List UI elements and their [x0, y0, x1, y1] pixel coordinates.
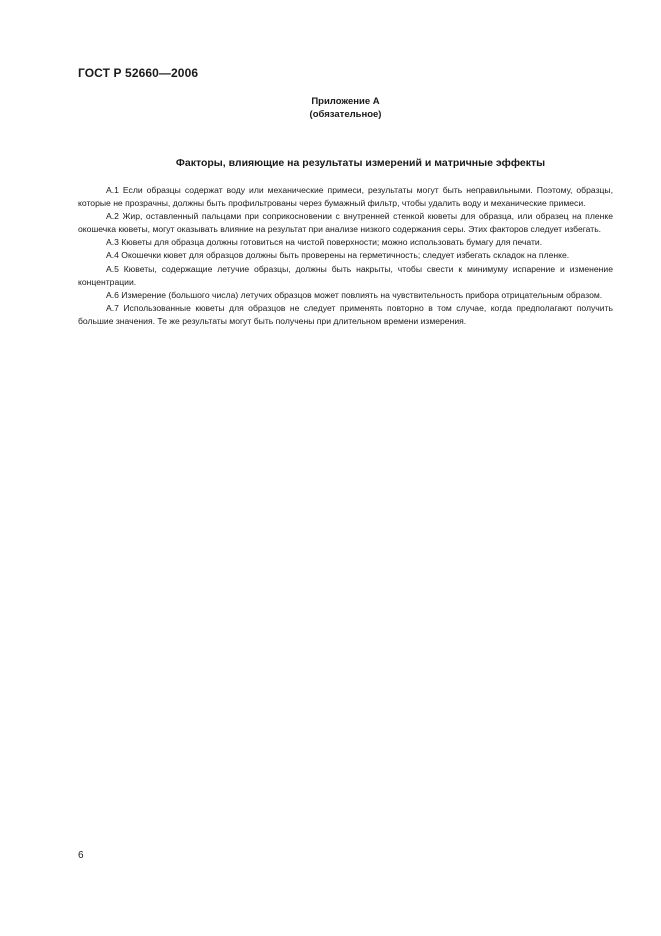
paragraph-a1: А.1 Если образцы содержат воду или механические примеси, результаты могут быть неправильными. Поэтому, образцы, которые не прозрачны, должны быть профильтрованы через бумажный фильтр, чтобы удалить воду и механические примеси. [78, 185, 613, 209]
section-title: Факторы, влияющие на результаты измерений и матричные эффекты [175, 157, 546, 169]
document-code: ГОСТ Р 52660—2006 [78, 66, 199, 80]
paragraph-a7: А.7 Использованные кюветы для образцов не следует применять повторно в том случае, когда предполагают получить большие значения. Те же результаты могут быть получены при длительном времени измерения. [78, 302, 613, 326]
paragraph-a6: А.6 Измерение (большого числа) летучих образцов может повлиять на чувствительность прибора отрицательным образом. [106, 289, 603, 300]
page-number: 6 [78, 850, 84, 861]
paragraph-a2: А.2 Жир, оставленный пальцами при соприкосновении с внутренней стенкой кюветы для образца, или образец на пленке окошечка кюветы, могут оказывать влияние на результат при анализе низкого содержания серы. Этих факторов следует избегать. [78, 211, 613, 235]
body-text [78, 184, 613, 328]
paragraph-a4: А.4 Окошечки кювет для образцов должны быть проверены на герметичность; следует избегать складок на пленке. [106, 250, 570, 261]
appendix-title: Приложение А [311, 96, 380, 107]
paragraph-a3: А.3 Кюветы для образца должны готовиться на чистой поверхности; можно использовать бумагу для печати. [106, 237, 543, 248]
appendix-status: (обязательное) [309, 109, 382, 120]
paragraph-a5: А.5 Кюветы, содержащие летучие образцы, должны быть накрыты, чтобы свести к минимуму испарение и изменение концентрации. [78, 263, 613, 287]
